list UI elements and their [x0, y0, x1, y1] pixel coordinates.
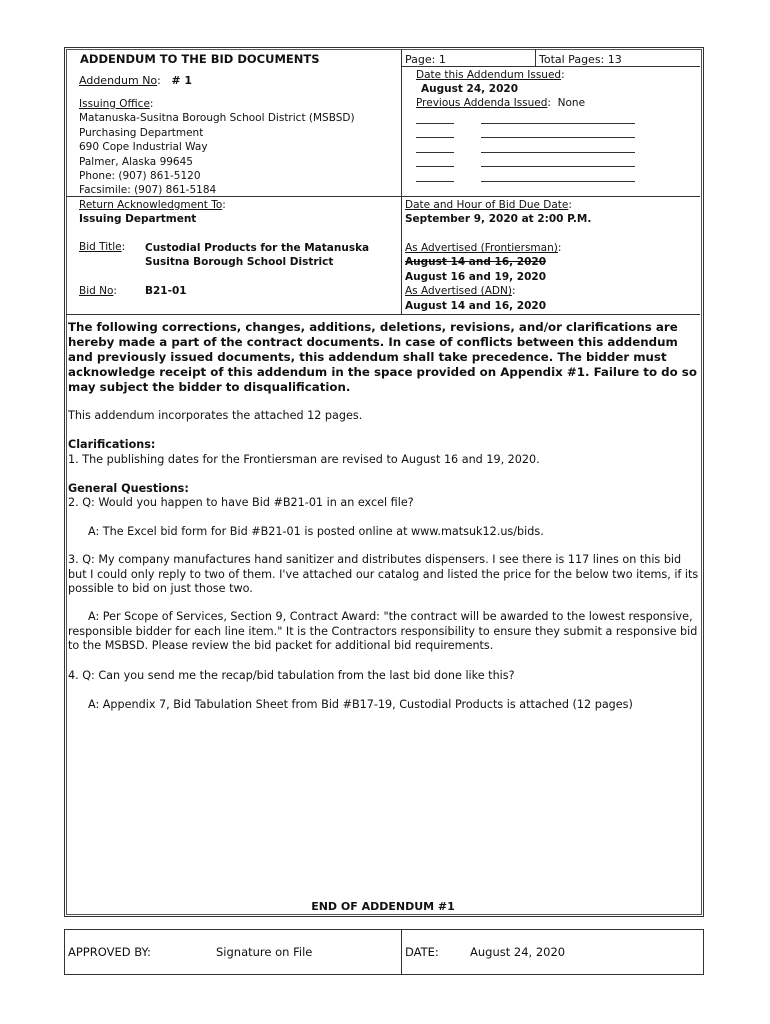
- header-divider-vertical: [401, 49, 402, 314]
- bid-no-label: Bid No: [79, 285, 114, 297]
- issuing-office-line: 690 Cope Industrial Way: [79, 141, 208, 154]
- intro-paragraph: The following corrections, changes, additions, deletions, revisions, and/or clarifications are hereby made a part of the contract documents. In case of conflicts between this addendum and previously issued documents, this addendum shall take precedence. The bidder must acknowledge receipt of this addendum in the space provided on Appendix #1. Failure to do so may subject the bidder to disqualification.: [68, 320, 697, 394]
- addendum-no-label: Addendum No: [79, 74, 158, 87]
- due-date-value: September 9, 2020 at 2:00 P.M.: [405, 213, 592, 226]
- blank-line: [481, 166, 635, 167]
- adn-dates: August 14 and 16, 2020: [405, 299, 546, 312]
- question-3: 3. Q: My company manufactures hand sanitizer and distributes dispensers. I see there is 117 lines on this bid but I could only reply to two of them. I've attached our catalog and listed the price for the below two items, if its possible to bid on just those two.: [68, 553, 699, 595]
- bid-title-label: Bid Title: [79, 241, 122, 253]
- blank-line: [416, 123, 454, 124]
- addendum-title: ADDENDUM TO THE BID DOCUMENTS: [80, 52, 320, 66]
- due-date-label: Date and Hour of Bid Due Date: [405, 199, 569, 211]
- bid-title-label-wrap: Bid Title:: [79, 241, 126, 253]
- general-questions-heading: General Questions:: [68, 482, 189, 495]
- adn-label: As Advertised (ADN): [405, 285, 512, 298]
- addendum-no-row: Addendum No: # 1: [79, 74, 193, 87]
- previous-addenda-row: Previous Addenda Issued: None: [416, 97, 586, 109]
- date-issued-label: Date this Addendum Issued: [416, 69, 562, 81]
- answer-4: A: Appendix 7, Bid Tabulation Sheet from Bid #B17-19, Custodial Products is attached (12 pages): [88, 698, 633, 711]
- issuing-office-block: Issuing Office: Matanuska-Susitna Borough School District (MSBSD) Purchasing Department 690 Cope Industrial Way Palmer, Alaska 99645 Phone: (907) 861-5120 Facsimile: (907) 861-5184: [79, 98, 355, 197]
- issuing-office-line: Purchasing Department: [79, 126, 204, 139]
- blank-line: [481, 181, 635, 182]
- approval-date-label: DATE:: [405, 945, 439, 959]
- page-row-bottom-line: [401, 66, 700, 67]
- blank-line: [416, 137, 454, 138]
- answer-3: A: Per Scope of Services, Section 9, Contract Award: "the contract will be awarded to the lowest responsive, responsible bidder for each line item." It is the Contractors responsibility to ensure they submit a responsive bid to the MSBSD. Please review the bid packet for additional bid requirements.: [68, 610, 698, 652]
- issuing-office-label: Issuing Office: [79, 98, 150, 110]
- blank-line: [481, 123, 635, 124]
- previous-addenda-value: None: [557, 97, 586, 109]
- advertised-block: As Advertised (Frontiersman): August 14 and 16, 2020 August 16 and 19, 2020 As Advertised (ADN): August 14 and 16, 2020: [405, 242, 562, 312]
- issuing-office-line: Matanuska-Susitna Borough School District (MSBSD): [79, 112, 355, 125]
- issuing-office-line: Palmer, Alaska 99645: [79, 155, 193, 168]
- addendum-no-value: # 1: [171, 74, 193, 87]
- blank-line: [416, 181, 454, 182]
- frontiersman-new-dates: August 16 and 19, 2020: [405, 270, 546, 283]
- date-issued-value: August 24, 2020: [421, 83, 518, 96]
- answer-2: A: The Excel bid form for Bid #B21-01 is posted online at www.matsuk12.us/bids.: [88, 525, 544, 538]
- incorporates-text: This addendum incorporates the attached 12 pages.: [68, 409, 363, 422]
- frontiersman-old-dates: August 14 and 16, 2020: [405, 256, 546, 269]
- blank-line: [416, 152, 454, 153]
- bid-title-value: Custodial Products for the Matanuska Susitna Borough School District: [145, 242, 370, 269]
- frontiersman-label: As Advertised (Frontiersman): [405, 242, 558, 254]
- total-pages: Total Pages: 13: [539, 53, 622, 66]
- clarification-item: 1. The publishing dates for the Frontiersman are revised to August 16 and 19, 2020.: [68, 453, 540, 466]
- clarifications-heading: Clarifications:: [68, 438, 156, 451]
- question-2: 2. Q: Would you happen to have Bid #B21-01 in an excel file?: [68, 496, 414, 509]
- due-date-block: Date and Hour of Bid Due Date: September 9, 2020 at 2:00 P.M.: [405, 199, 592, 226]
- previous-addenda-label: Previous Addenda Issued: [416, 97, 548, 109]
- approval-box: [64, 929, 704, 975]
- issuing-office-line: Facsimile: (907) 861-5184: [79, 184, 217, 197]
- date-issued-block: Date this Addendum Issued: August 24, 2020: [416, 69, 565, 96]
- approval-divider: [401, 929, 402, 975]
- bid-no-value: B21-01: [145, 285, 187, 297]
- return-ack-value: Issuing Department: [79, 213, 197, 226]
- approved-by-label: APPROVED BY:: [68, 945, 151, 959]
- blank-line: [416, 166, 454, 167]
- issuing-office-line: Phone: (907) 861-5120: [79, 170, 201, 183]
- bid-no-label-wrap: Bid No:: [79, 285, 117, 297]
- blank-line: [481, 137, 635, 138]
- page-number: Page: 1: [405, 53, 446, 66]
- return-ack-label: Return Acknowledgment To: [79, 199, 223, 211]
- return-ack-block: Return Acknowledgment To: Issuing Department: [79, 199, 226, 226]
- approval-date-value: August 24, 2020: [470, 945, 566, 959]
- header-bottom-line: [66, 314, 700, 315]
- question-4: 4. Q: Can you send me the recap/bid tabulation from the last bid done like this?: [68, 669, 515, 682]
- end-of-addendum: END OF ADDENDUM #1: [311, 900, 455, 913]
- blank-line: [481, 152, 635, 153]
- page-divider-vertical: [535, 49, 536, 66]
- signature-value: Signature on File: [216, 945, 313, 959]
